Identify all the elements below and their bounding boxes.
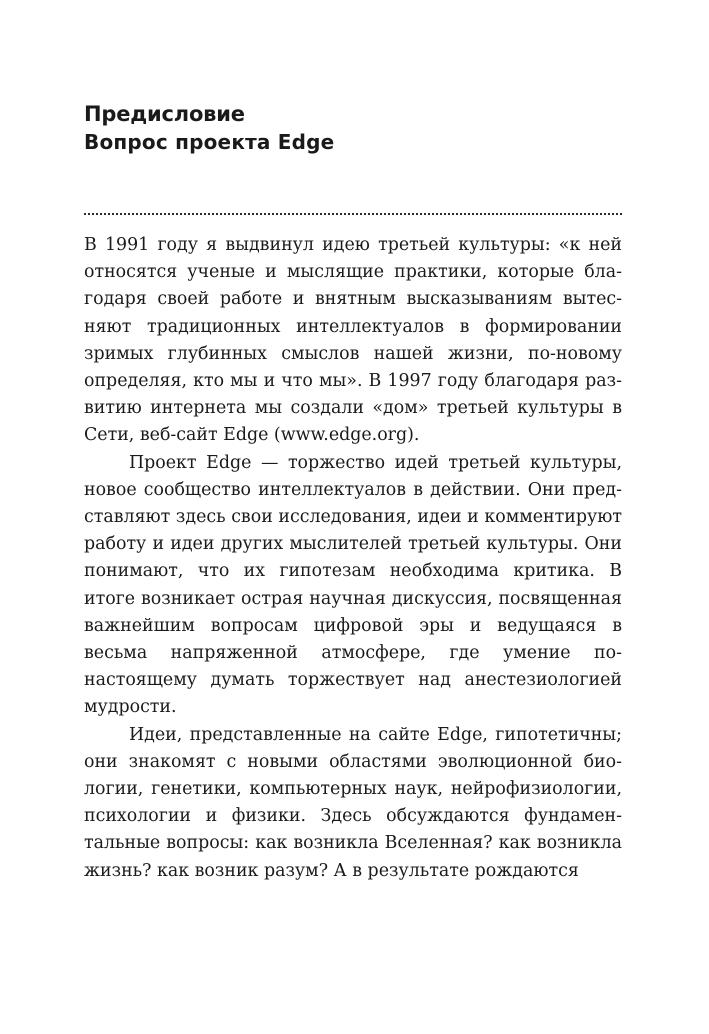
chapter-header [84, 100, 622, 156]
dotted-divider [84, 213, 622, 215]
paragraph-2: Проект Edge — торжество идей третьей культуры, новое сообщество интеллектуалов в действии. Они представляют здесь свои исследования, идеи и комментируют работу и идеи других мыслителей третьей культуры. Они понимают, что их гипотезам необходима критика. В итоге возникает острая научная дискуссия, посвященная важнейшим вопросам цифровой эры и ведущаяся в весьма напряженной атмосфере, где умение по-настоящему думать торжествует над анестезиологией мудрости. [84, 452, 622, 718]
paragraph-1: В 1991 году я выдвинул идею третьей культуры: «к ней относятся ученые и мыслящие практики, которые благодаря своей работе и внятным высказываниям вытесняют традиционных интеллектуалов в формировании зримых глубинных смыслов нашей жизни, по-новому определяя, кто мы и что мы». В 1997 году благодаря развитию интернета мы создали «дом» третьей культуры в Сети, веб-сайт Edge (www.edge.org). [84, 235, 622, 446]
chapter-title: Предисловие [84, 102, 245, 126]
paragraph-3: Идеи, представленные на сайте Edge, гипотетичны; они знакомят с новыми областями эволюционной биологии, генетики, компьютерных наук, нейрофизиологии, психологии и физики. Здесь обсуждаются фундаментальные вопросы: как возникла Вселенная? как возникла жизнь? как возник разум? А в результате рождаются [84, 724, 622, 881]
body-text [84, 232, 622, 885]
chapter-subtitle: Вопрос проекта Edge [84, 130, 335, 154]
